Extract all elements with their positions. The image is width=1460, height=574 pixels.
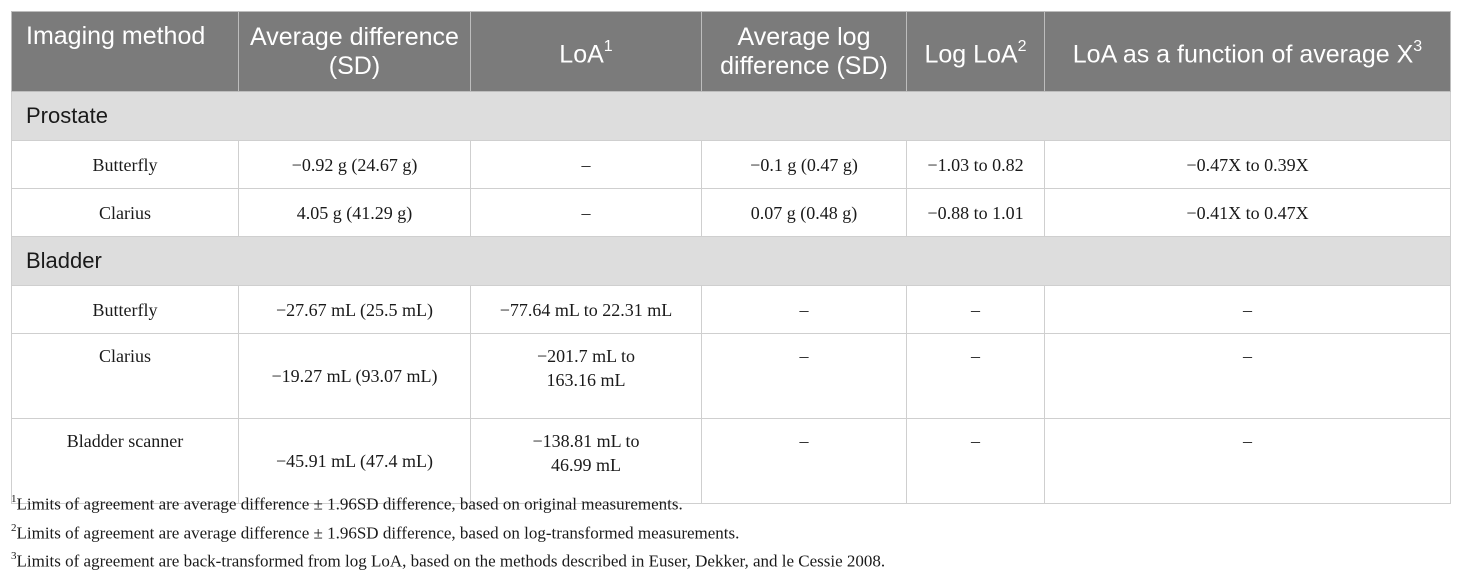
table-cell: 0.07 g (0.48 g) — [702, 189, 907, 237]
section-row-bladder — [12, 237, 1451, 286]
table-cell: Clarius — [12, 334, 239, 419]
table-cell: Butterfly — [12, 286, 239, 334]
footnotes — [11, 488, 885, 574]
table-cell: – — [702, 419, 907, 504]
table-cell: – — [907, 334, 1045, 419]
header-average-log-difference: Average log difference (SD) — [702, 12, 907, 92]
table-cell: – — [702, 334, 907, 419]
table-cell: – — [907, 286, 1045, 334]
header-loa-function: LoA as a function of average $X^3$ — [1045, 12, 1451, 92]
footnote-1: $^1$Limits of agreement are average difference ± 1.96SD difference, based on original measurements. — [11, 493, 683, 514]
section-title: Prostate — [12, 92, 1451, 141]
table-cell: – — [471, 141, 702, 189]
table-cell: −77.64 mL to 22.31 mL — [471, 286, 702, 334]
table-row — [12, 189, 1451, 237]
table-cell: −0.92 g (24.67 g) — [239, 141, 471, 189]
table-cell: Butterfly — [12, 141, 239, 189]
header-log-loa: Log LoA$^2$ — [907, 12, 1045, 92]
table-row — [12, 334, 1451, 419]
table-cell: – — [1045, 334, 1451, 419]
table-cell: Bladder scanner — [12, 419, 239, 504]
section-title: Bladder — [12, 237, 1451, 286]
table-cell: −19.27 mL (93.07 mL) — [239, 334, 471, 419]
table-cell: −0.1 g (0.47 g) — [702, 141, 907, 189]
header-average-difference: Average difference (SD) — [239, 12, 471, 92]
footnote-2: $^2$Limits of agreement are average difference ± 1.96SD difference, based on log-transformed measurements. — [11, 521, 740, 543]
table-cell: −0.88 to 1.01 — [907, 189, 1045, 237]
footnote-3: $^3$Limits of agreement are back-transformed from log LoA, based on the methods described in Euser, Dekker, and le Cessie 2008. — [11, 550, 886, 571]
results-table — [11, 11, 1451, 504]
table-row — [12, 286, 1451, 334]
table-row — [12, 141, 1451, 189]
table-cell: −0.41X to 0.47X — [1045, 189, 1451, 237]
table-cell: −1.03 to 0.82 — [907, 141, 1045, 189]
table-cell: – — [471, 189, 702, 237]
table-cell: −0.47X to 0.39X — [1045, 141, 1451, 189]
table-cell: – — [702, 286, 907, 334]
header-imaging-method: Imaging method — [12, 12, 239, 92]
table-cell: −201.7 mL to 163.16 mL — [471, 334, 702, 419]
header-loa: LoA$^1$ — [471, 12, 702, 92]
table-cell: 4.05 g (41.29 g) — [239, 189, 471, 237]
table-cell: – — [1045, 286, 1451, 334]
table-cell: – — [907, 419, 1045, 504]
table-cell: – — [1045, 419, 1451, 504]
header-row — [12, 12, 1451, 92]
section-row-prostate — [12, 92, 1451, 141]
table-cell: Clarius — [12, 189, 239, 237]
table-cell: −27.67 mL (25.5 mL) — [239, 286, 471, 334]
table-cell: −138.81 mL to 46.99 mL — [471, 419, 702, 504]
table-cell: −45.91 mL (47.4 mL) — [239, 419, 471, 504]
